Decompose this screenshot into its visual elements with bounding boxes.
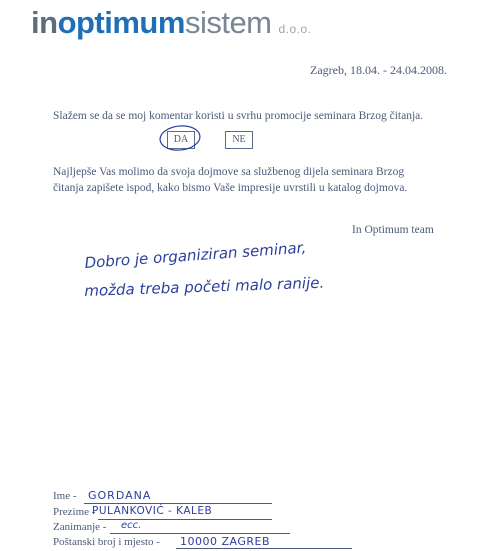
logo-text-in: in — [31, 5, 58, 40]
postal-city-value: 10000 ZAGREB — [180, 535, 271, 548]
postal-city-underline — [176, 548, 352, 549]
occupation-value: ecc. — [121, 520, 142, 531]
circle-mark-icon — [155, 122, 205, 154]
logo-text-optimum: optimum — [57, 5, 185, 40]
first-name-underline — [84, 503, 272, 504]
option-no-box[interactable] — [225, 131, 253, 149]
team-signature: In Optimum team — [352, 224, 434, 236]
occupation-label: Zanimanje - — [53, 521, 107, 533]
option-yes-label: DA — [173, 134, 189, 145]
occupation-underline — [110, 533, 290, 534]
comment-line-2: možda treba početi malo ranije. — [84, 273, 325, 300]
postal-city-label: Poštanski broj i mjesto - — [53, 536, 160, 548]
logo-text-sistem: sistem — [184, 5, 272, 40]
first-name-value: GORDANA — [88, 489, 152, 502]
logo-text-doo: d.o.o. — [278, 22, 312, 36]
first-name-label: Ime - — [53, 490, 77, 502]
consent-text: Slažem se da se moj komentar koristi u svrhu promocije seminara Brzog čitanja. — [53, 110, 424, 122]
last-name-label: Prezime - — [53, 506, 96, 518]
request-line-2: čitanja zapišete ispod, kako bismo Vaše impresije uvrstili u katalog dojmova. — [53, 182, 408, 194]
company-logo — [31, 5, 312, 41]
option-no-label: NE — [232, 134, 246, 145]
comment-line-1: Dobro je organiziran seminar, — [84, 238, 307, 272]
request-line-1: Najljepše Vas molimo da svoja dojmove sa službenog dijela seminara Brzog — [53, 166, 405, 178]
date-line: Zagreb, 18.04. - 24.04.2008. — [310, 63, 447, 77]
last-name-value: PULANKOVIĆ - KALEB — [92, 505, 213, 517]
